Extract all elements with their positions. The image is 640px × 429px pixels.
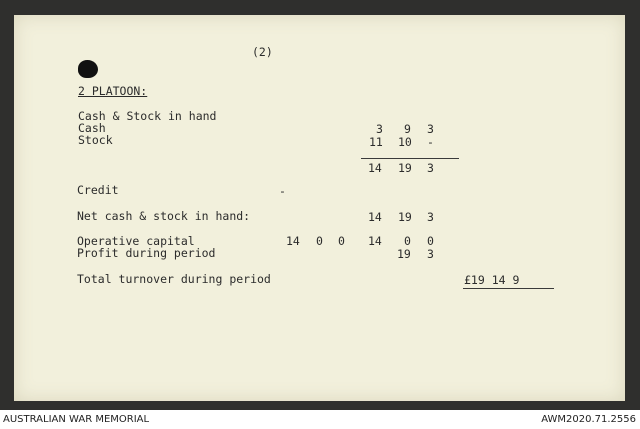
stock-shillings: 10 bbox=[398, 135, 412, 149]
net-pounds: 14 bbox=[368, 210, 382, 224]
turnover-underline bbox=[463, 288, 554, 289]
cash-pounds: 3 bbox=[376, 122, 383, 136]
profit-pence: 3 bbox=[427, 247, 434, 261]
turnover-amount: £19 14 9 bbox=[464, 273, 520, 287]
stock-pounds: 11 bbox=[369, 135, 383, 149]
footer-bar bbox=[0, 410, 640, 429]
page-marker: (2) bbox=[252, 45, 273, 59]
net-shillings: 19 bbox=[398, 210, 412, 224]
cash-label: Cash bbox=[78, 121, 106, 135]
profit-shillings: 19 bbox=[397, 247, 411, 261]
turnover-label: Total turnover during period bbox=[77, 272, 271, 286]
operative-col1-shillings: 0 bbox=[316, 234, 323, 248]
cash-shillings: 9 bbox=[404, 122, 411, 136]
operative-shillings: 0 bbox=[404, 234, 411, 248]
stock-pence: - bbox=[427, 135, 434, 149]
cash-pence: 3 bbox=[427, 122, 434, 136]
profit-label: Profit during period bbox=[77, 246, 216, 260]
document-page bbox=[14, 15, 625, 401]
net-pence: 3 bbox=[427, 210, 434, 224]
subtotal-shillings: 19 bbox=[398, 161, 412, 175]
net-label: Net cash & stock in hand: bbox=[77, 209, 251, 223]
stock-label: Stock bbox=[78, 133, 113, 147]
operative-label: Operative capital bbox=[77, 234, 195, 248]
operative-col1-pence: 0 bbox=[338, 234, 345, 248]
footer-credit: AUSTRALIAN WAR MEMORIAL bbox=[3, 414, 150, 425]
credit-label: Credit bbox=[77, 183, 119, 197]
punch-hole bbox=[78, 60, 98, 78]
platoon-heading: 2 PLATOON: bbox=[78, 84, 148, 98]
operative-pounds: 14 bbox=[368, 234, 382, 248]
footer-accession: AWM2020.71.2556 bbox=[541, 414, 636, 425]
operative-col1-pounds: 14 bbox=[286, 234, 300, 248]
credit-value: - bbox=[279, 184, 286, 198]
subtotal-rule bbox=[361, 158, 459, 159]
subtotal-pounds: 14 bbox=[368, 161, 382, 175]
subtotal-pence: 3 bbox=[427, 161, 434, 175]
section-label: Cash & Stock in hand bbox=[78, 109, 217, 123]
operative-pence: 0 bbox=[427, 234, 434, 248]
